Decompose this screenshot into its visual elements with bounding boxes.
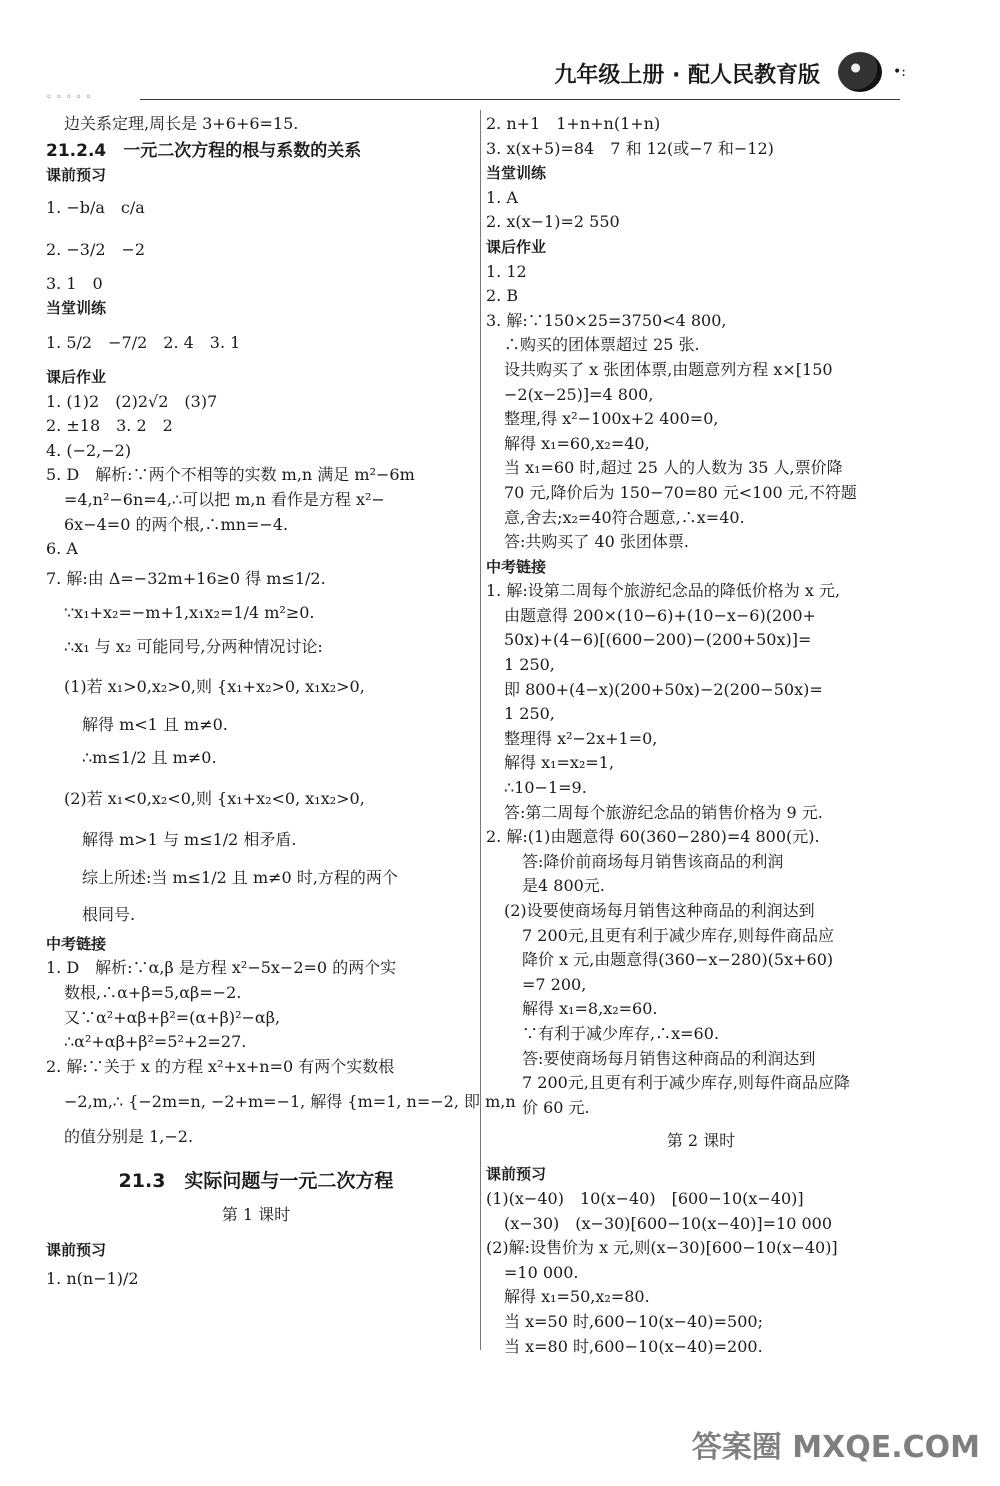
text-line: 答:要使商场每月销售这种商品的利润达到 — [522, 1048, 816, 1068]
text-line: 1. (1)2 (2)2√2 (3)7 — [46, 391, 218, 411]
text-line: 1. −b/a c/a — [46, 197, 145, 217]
text-line: ∵x₁+x₂=−m+1,x₁x₂=1/4 m²≥0. — [64, 602, 315, 622]
text-line: 3. 解:∵150×25=3750<4 800, — [486, 310, 727, 330]
text-line: (1)(x−40) 10(x−40) [600−10(x−40)] — [486, 1188, 804, 1208]
text-line: 意,舍去;x₂=40符合题意,∴x=40. — [504, 507, 745, 527]
text-line: 50x)+(4−6)[(600−200)−(200+50x)]= — [504, 630, 812, 650]
text-line: 7. 解:由 Δ=−32m+16≥0 得 m≤1/2. — [46, 568, 326, 588]
header-title: 九年级上册 · 配人民教育版 — [554, 63, 820, 88]
text-line: 2. B — [486, 286, 519, 306]
text-line: ∴m≤1/2 且 m≠0. — [82, 747, 217, 767]
text-line: 2. −3/2 −2 — [46, 239, 146, 259]
text-line: =10 000. — [504, 1262, 579, 1282]
right-column — [486, 112, 916, 1359]
text-line: 整理得 x²−2x+1=0, — [504, 728, 658, 748]
text-line: 4. (−2,−2) — [46, 440, 132, 460]
lesson-title: 第 1 课时 — [221, 1204, 291, 1224]
subsection-heading: 当堂训练 — [46, 299, 107, 318]
subsection-heading: 当堂训练 — [486, 164, 547, 183]
watermark: 答案圈 MXQE.COM — [691, 1430, 980, 1465]
text-line: 解得 x₁=50,x₂=80. — [504, 1287, 650, 1307]
page-header — [40, 52, 960, 103]
text-line: 当 x₁=60 时,超过 25 人的人数为 35 人,票价降 — [504, 458, 843, 478]
text-line: =4,n²−6n=4,∴可以把 m,n 看作是方程 x²− — [64, 489, 385, 509]
text-line: 3. 1 0 — [46, 273, 103, 293]
text-line: 2. n+1 1+n+n(1+n) — [486, 114, 661, 133]
text-line: 1. A — [486, 187, 518, 207]
text-line: 解得 x₁=8,x₂=60. — [522, 999, 658, 1019]
text-line: 答:共购买了 40 张团体票. — [504, 532, 690, 552]
text-line: 答:降价前商场每月销售该商品的利润 — [522, 851, 784, 871]
text-line: 答:第二周每个旅游纪念品的销售价格为 9 元. — [504, 802, 823, 822]
text-line: 1. D 解析:∵α,β 是方程 x²−5x−2=0 的两个实 — [46, 958, 397, 978]
text-line: =7 200, — [522, 974, 587, 994]
text-line: ∴10−1=9. — [504, 778, 587, 798]
text-line: 的值分别是 1,−2. — [64, 1127, 194, 1147]
text-line: 是4 800元. — [522, 876, 605, 896]
section-title: 21.3 实际问题与一元二次方程 — [118, 1169, 394, 1192]
text-line: −2(x−25)]=4 800, — [504, 384, 654, 404]
text-line: 解得 m>1 与 m≤1/2 相矛盾. — [82, 829, 297, 849]
text-line: 即 800+(4−x)(200+50x)−2(200−50x)= — [504, 679, 823, 699]
text-line: 3. x(x+5)=84 7 和 12(或−7 和−12) — [486, 138, 774, 158]
text-line: 解得 x₁=60,x₂=40, — [504, 433, 650, 453]
text-line: (x−30) (x−30)[600−10(x−40)]=10 000 — [504, 1213, 833, 1233]
subsection-heading: 课前预习 — [46, 166, 107, 185]
text-line: 7 200元,且更有利于减少库存,则每件商品应降 — [522, 1073, 850, 1093]
text-line: 1 250, — [504, 655, 555, 675]
text-line: 数根,∴α+β=5,αβ=−2. — [64, 982, 242, 1002]
text-line: 6. A — [46, 539, 78, 559]
text-line: 7 200元,且更有利于减少库存,则每件商品应 — [522, 925, 834, 945]
column-divider — [480, 110, 481, 1350]
text-line: (1)若 x₁>0,x₂>0,则 {x₁+x₂>0, x₁x₂>0, — [64, 676, 365, 696]
header-rule — [140, 99, 900, 100]
text-line: 根同号. — [82, 904, 136, 924]
text-line: 综上所述:当 m≤1/2 且 m≠0 时,方程的两个 — [82, 867, 398, 887]
header-dots: ◦◦◦◦◦ — [46, 92, 96, 103]
text-line: ∴α²+αβ+β²=5²+2=27. — [64, 1032, 247, 1052]
text-line: 解得 x₁=x₂=1, — [504, 753, 615, 773]
text-line: 2. 解:∵关于 x 的方程 x²+x+n=0 有两个实数根 — [46, 1056, 395, 1076]
text-line: 当 x=80 时,600−10(x−40)=200. — [504, 1336, 763, 1356]
text-line: (2)设要使商场每月销售这种商品的利润达到 — [504, 901, 815, 920]
logo-dots-icon: •: — [893, 64, 906, 80]
text-line: 1. 解:设第二周每个旅游纪念品的降低价格为 x 元, — [486, 581, 841, 601]
ball-logo-icon — [838, 52, 882, 92]
text-line: 解得 m<1 且 m≠0. — [82, 714, 228, 734]
text-line: ∵有利于减少库存,∴x=60. — [522, 1023, 719, 1043]
lesson-title: 第 2 课时 — [666, 1131, 736, 1151]
text-line: 1. 5/2 −7/2 2. 4 3. 1 — [46, 332, 241, 352]
text-line: 降价 x 元,由题意得(360−x−280)(5x+60) — [522, 950, 834, 970]
text-line: 1. 12 — [486, 261, 527, 281]
text-line: 又∵α²+αβ+β²=(α+β)²−αβ, — [64, 1007, 281, 1027]
subsection-heading: 课前预习 — [46, 1240, 107, 1259]
subsection-heading: 中考链接 — [486, 557, 547, 576]
text-line: 边关系定理,周长是 3+6+6=15. — [64, 114, 299, 133]
text-line: 6x−4=0 的两个根,∴mn=−4. — [64, 514, 289, 534]
subsection-heading: 课前预习 — [486, 1165, 547, 1184]
text-line: 整理,得 x²−100x+2 400=0, — [504, 409, 719, 429]
text-line: 价 60 元. — [522, 1097, 590, 1117]
text-line: 70 元,降价后为 150−70=80 元<100 元,不符题 — [504, 482, 857, 502]
text-line: 当 x=50 时,600−10(x−40)=500; — [504, 1311, 763, 1331]
text-line: −2,m,∴ {−2m=n, −2+m=−1, 解得 {m=1, n=−2, 即 m,n — [64, 1092, 516, 1112]
text-line: 2. x(x−1)=2 550 — [486, 212, 620, 232]
text-line: ∴购买的团体票超过 25 张. — [504, 335, 700, 355]
text-line: 1. n(n−1)/2 — [46, 1269, 139, 1289]
text-line: 2. ±18 3. 2 2 — [46, 416, 173, 436]
text-line: (2)解:设售价为 x 元,则(x−30)[600−10(x−40)] — [486, 1238, 838, 1258]
text-line: 2. 解:(1)由题意得 60(360−280)=4 800(元). — [486, 827, 820, 847]
section-title: 21.2.4 一元二次方程的根与系数的关系 — [46, 140, 362, 161]
text-line: 1 250, — [504, 704, 555, 724]
text-line: ∴x₁ 与 x₂ 可能同号,分两种情况讨论: — [64, 636, 323, 656]
text-line: 由题意得 200×(10−6)+(10−x−6)(200+ — [504, 605, 816, 625]
text-line: (2)若 x₁<0,x₂<0,则 {x₁+x₂<0, x₁x₂>0, — [64, 788, 365, 808]
text-line: 5. D 解析:∵两个不相等的实数 m,n 满足 m²−6m — [46, 465, 415, 485]
text-line: 设共购买了 x 张团体票,由题意列方程 x×[150 — [504, 359, 833, 379]
subsection-heading: 课后作业 — [46, 367, 107, 386]
subsection-heading: 课后作业 — [486, 237, 547, 256]
subsection-heading: 中考链接 — [46, 934, 107, 953]
